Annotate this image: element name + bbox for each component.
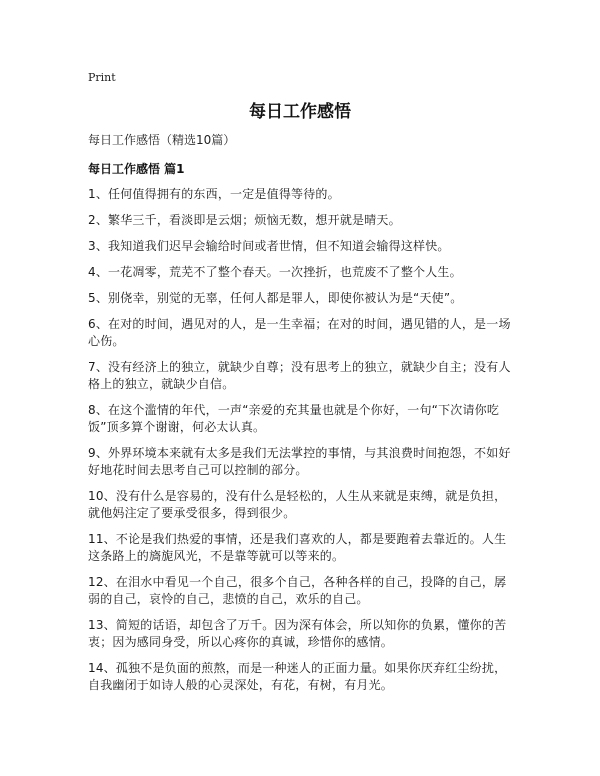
article-body [88,186,518,703]
paragraph-2: 2、繁华三千，看淡即是云烟；烦恼无数，想开就是晴天。 [88,213,401,227]
paragraph-5: 5、别侥幸，别觉的无辜，任何人都是罪人，即使你被认为是“天使”。 [88,291,463,305]
paragraph-13: 13、简短的话语，却包含了万千。因为深有体会，所以知你的负累，懂你的苦衷；因为感同身受，所以心疼你的真诚，珍惜你的感情。 [88,618,507,649]
paragraph-8: 8、在这个滥情的年代，一声“亲爱的充其量也就是个你好，一句“下次请你吃饭”顶多算个谢谢，何必太认真。 [88,403,500,434]
section-heading: 每日工作感悟 篇1 [88,162,185,176]
document-subtitle: 每日工作感悟（精选10篇） [88,133,236,147]
paragraph-9: 9、外界环境本来就有太多是我们无法掌控的事情，与其浪费时间抱怨，不如好好地花时间去思考自己可以控制的部分。 [88,446,511,477]
page-title: 每日工作感悟 [249,102,351,122]
paragraph-14: 14、孤独不是负面的煎熬，而是一种迷人的正面力量。如果你厌弃红尘纷扰，自我幽闭于如诗人般的心灵深处，有花，有树，有月光。 [88,661,507,692]
paragraph-4: 4、一花凋零，荒芜不了整个春天。一次挫折，也荒废不了整个人生。 [88,265,462,279]
paragraph-10: 10、没有什么是容易的，没有什么是轻松的，人生从来就是束缚，就是负担，就他妈注定了要承受很多，得到很少。 [88,489,507,520]
print-label[interactable]: Print [88,71,116,84]
paragraph-7: 7、没有经济上的独立，就缺少自尊；没有思考上的独立，就缺少自主；没有人格上的独立，就缺少自信。 [88,360,511,391]
paragraph-1: 1、任何值得拥有的东西，一定是值得等待的。 [88,187,340,201]
paragraph-6: 6、在对的时间，遇见对的人，是一生幸福；在对的时间，遇见错的人，是一场心伤。 [88,317,511,348]
paragraph-11: 11、不论是我们热爱的事情，还是我们喜欢的人，都是要跑着去靠近的。人生这条路上的旖旎风光，不是靠等就可以等来的。 [88,532,507,563]
paragraph-12: 12、在泪水中看见一个自己，很多个自己，各种各样的自己，投降的自己，孱弱的自己，哀怜的自己，悲愤的自己，欢乐的自己。 [88,575,507,606]
paragraph-3: 3、我知道我们迟早会输给时间或者世情，但不知道会输得这样快。 [88,239,450,253]
